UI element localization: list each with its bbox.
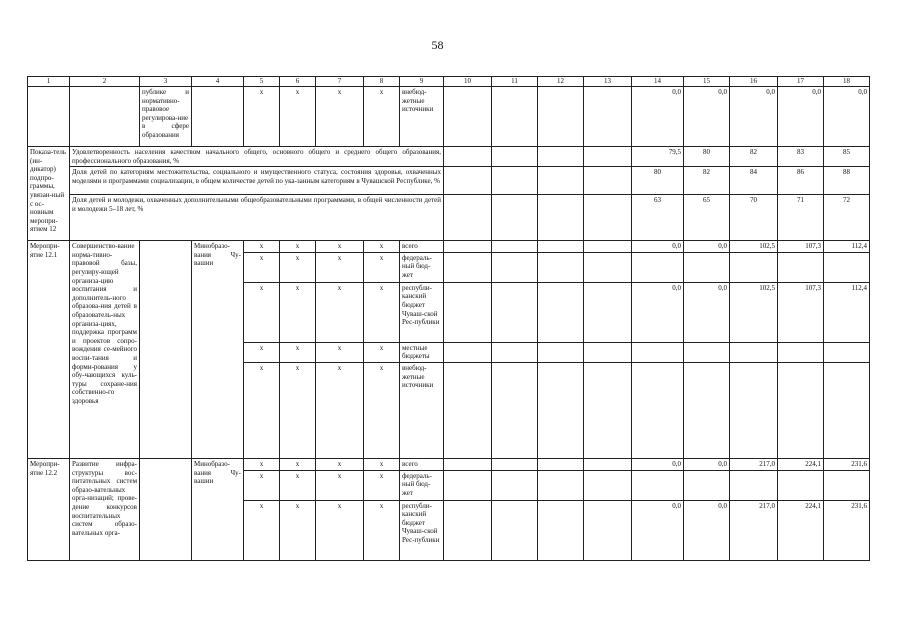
value-cell: 231,6 [824, 458, 870, 470]
empty-cell [492, 167, 538, 195]
value-cell: 72 [824, 195, 870, 241]
value-cell: 102,5 [730, 241, 778, 253]
empty-cell [584, 470, 632, 500]
value-cell: 217,0 [730, 500, 778, 560]
empty-cell [538, 458, 584, 470]
value-cell: 0,0 [632, 241, 684, 253]
value-cell [824, 342, 870, 362]
x-cell: x [244, 470, 280, 500]
header-cell: 11 [492, 77, 538, 87]
measure-label-cell: Меропри-ятие 12.1 [28, 241, 70, 459]
header-cell: 12 [538, 77, 584, 87]
value-cell: 82 [730, 147, 778, 167]
value-cell [684, 342, 730, 362]
indicator-text: Удовлетворенность населения качеством начального общего, основного общего и среднего общего образования, профессионального образования, % [70, 147, 444, 167]
value-cell [824, 362, 870, 458]
empty-cell [538, 342, 584, 362]
value-cell: 0,0 [684, 458, 730, 470]
value-cell [824, 252, 870, 282]
empty-cell [140, 241, 192, 459]
value-cell [684, 470, 730, 500]
empty-cell [538, 167, 584, 195]
value-cell: 112,4 [824, 241, 870, 253]
value-cell: 0,0 [730, 87, 778, 147]
x-cell: x [244, 500, 280, 560]
x-cell: x [280, 252, 316, 282]
funding-source-cell: федераль-ный бюд-жет [400, 470, 444, 500]
x-cell: x [244, 252, 280, 282]
x-cell: x [280, 282, 316, 342]
value-cell: 86 [778, 167, 824, 195]
empty-cell [584, 458, 632, 470]
header-cell: 9 [400, 77, 444, 87]
empty-cell [584, 342, 632, 362]
measure-name-cell: Развитие инфра-структуры вос-питательных систем образо-вательных орга-низаций; прове-дение конкурсов воспитательных систем образо-вательных орга- [70, 458, 140, 560]
empty-cell [538, 147, 584, 167]
x-cell: x [364, 282, 400, 342]
empty-cell [444, 87, 492, 147]
value-cell [632, 342, 684, 362]
funding-source-cell: всего [400, 241, 444, 253]
header-cell: 13 [584, 77, 632, 87]
x-cell: x [316, 342, 364, 362]
x-cell: x [244, 87, 280, 147]
value-cell: 0,0 [632, 500, 684, 560]
x-cell: x [364, 500, 400, 560]
x-cell: x [364, 458, 400, 470]
funding-source-cell: республи-канский бюджет Чуваш-ской Рес-публики [400, 500, 444, 560]
empty-cell [492, 87, 538, 147]
x-cell: x [280, 458, 316, 470]
value-cell: 0,0 [824, 87, 870, 147]
funding-source-cell: внебюд-жетные источники [400, 87, 444, 147]
value-cell: 231,6 [824, 500, 870, 560]
empty-cell [444, 195, 492, 241]
empty-cell [538, 252, 584, 282]
x-cell: x [364, 87, 400, 147]
x-cell: x [316, 362, 364, 458]
empty-cell [444, 282, 492, 342]
empty-cell [584, 252, 632, 282]
value-cell [730, 470, 778, 500]
header-cell: 2 [70, 77, 140, 87]
empty-cell [538, 500, 584, 560]
x-cell: x [280, 342, 316, 362]
empty-cell [492, 458, 538, 470]
value-cell: 0,0 [684, 241, 730, 253]
value-cell [632, 362, 684, 458]
table-row [28, 241, 870, 253]
value-cell [730, 252, 778, 282]
x-cell: x [280, 87, 316, 147]
measure-name-cell: публике и нормативно-правовое регулирова-ние в сфере образования [140, 87, 192, 147]
header-cell: 14 [632, 77, 684, 87]
x-cell: x [316, 87, 364, 147]
empty-cell [70, 87, 140, 147]
measure-label-cell: Меропри-ятие 12.2 [28, 458, 70, 560]
value-cell: 0,0 [684, 500, 730, 560]
value-cell: 0,0 [632, 282, 684, 342]
table-row [28, 87, 870, 147]
indicator-row [28, 167, 870, 195]
empty-cell [444, 342, 492, 362]
x-cell: x [280, 500, 316, 560]
x-cell: x [316, 252, 364, 282]
empty-cell [584, 167, 632, 195]
x-cell: x [280, 241, 316, 253]
empty-cell [444, 147, 492, 167]
header-cell: 5 [244, 77, 280, 87]
value-cell: 107,3 [778, 282, 824, 342]
table-row [28, 458, 870, 470]
value-cell: 88 [824, 167, 870, 195]
value-cell: 0,0 [778, 87, 824, 147]
x-cell: x [244, 342, 280, 362]
funding-source-cell: местные бюджеты [400, 342, 444, 362]
header-cell: 3 [140, 77, 192, 87]
x-cell: x [316, 282, 364, 342]
empty-cell [538, 241, 584, 253]
value-cell [778, 362, 824, 458]
value-cell [730, 342, 778, 362]
value-cell [632, 470, 684, 500]
value-cell: 83 [778, 147, 824, 167]
value-cell: 80 [684, 147, 730, 167]
empty-cell [444, 167, 492, 195]
empty-cell [584, 282, 632, 342]
header-cell: 1 [28, 77, 70, 87]
empty-cell [444, 241, 492, 253]
value-cell: 82 [684, 167, 730, 195]
empty-cell [584, 500, 632, 560]
page-number: 58 [431, 38, 444, 52]
header-cell: 7 [316, 77, 364, 87]
x-cell: x [364, 342, 400, 362]
executor-cell: Минобразо-вания Чу-вашии [192, 241, 244, 459]
empty-cell [538, 362, 584, 458]
value-cell: 112,4 [824, 282, 870, 342]
x-cell: x [244, 362, 280, 458]
empty-cell [492, 470, 538, 500]
header-cell: 6 [280, 77, 316, 87]
empty-cell [584, 241, 632, 253]
indicator-row [28, 195, 870, 241]
indicator-label-cell: Показа-тель (ин-дикатор) подпро-граммы, увязан-ный с ос-новным меропри-ятием 12 [28, 147, 70, 241]
empty-cell [584, 195, 632, 241]
empty-cell [492, 362, 538, 458]
empty-cell [444, 252, 492, 282]
empty-cell [192, 87, 244, 147]
value-cell: 85 [824, 147, 870, 167]
empty-cell [538, 195, 584, 241]
x-cell: x [316, 500, 364, 560]
empty-cell [492, 195, 538, 241]
value-cell: 84 [730, 167, 778, 195]
indicator-row [28, 147, 870, 167]
indicator-text: Доля детей по категориям местожительства, социального и имущественного статуса, состояния здоровья, охваченных моделями и программами социализации, в общем количестве детей по ука-занным категориям в Чувашской Республике, % [70, 167, 444, 195]
header-row [28, 77, 870, 87]
x-cell: x [316, 458, 364, 470]
empty-cell [444, 470, 492, 500]
x-cell: x [364, 362, 400, 458]
empty-cell [538, 282, 584, 342]
value-cell [730, 362, 778, 458]
executor-cell: Минобразо-вания Чу-вашии [192, 458, 244, 560]
empty-cell [492, 241, 538, 253]
funding-source-cell: федераль-ный бюд-жет [400, 252, 444, 282]
value-cell [778, 252, 824, 282]
empty-cell [492, 342, 538, 362]
x-cell: x [280, 362, 316, 458]
funding-source-cell: республи-канский бюджет Чуваш-ской Рес-публики [400, 282, 444, 342]
empty-cell [140, 458, 192, 560]
budget-table [27, 76, 870, 561]
value-cell: 63 [632, 195, 684, 241]
value-cell: 102,5 [730, 282, 778, 342]
header-cell: 8 [364, 77, 400, 87]
value-cell: 107,3 [778, 241, 824, 253]
value-cell [778, 470, 824, 500]
value-cell: 70 [730, 195, 778, 241]
value-cell: 217,0 [730, 458, 778, 470]
empty-cell [584, 147, 632, 167]
header-cell: 16 [730, 77, 778, 87]
x-cell: x [244, 282, 280, 342]
value-cell: 65 [684, 195, 730, 241]
x-cell: x [244, 458, 280, 470]
empty-cell [584, 87, 632, 147]
funding-source-cell: всего [400, 458, 444, 470]
empty-cell [444, 362, 492, 458]
header-cell: 4 [192, 77, 244, 87]
empty-cell [538, 87, 584, 147]
value-cell: 224,1 [778, 500, 824, 560]
x-cell: x [316, 241, 364, 253]
header-cell: 17 [778, 77, 824, 87]
empty-cell [492, 500, 538, 560]
x-cell: x [364, 470, 400, 500]
empty-cell [584, 362, 632, 458]
value-cell: 79,5 [632, 147, 684, 167]
value-cell [824, 470, 870, 500]
value-cell: 224,1 [778, 458, 824, 470]
empty-cell [538, 470, 584, 500]
header-cell: 18 [824, 77, 870, 87]
x-cell: x [244, 241, 280, 253]
empty-cell [28, 87, 70, 147]
value-cell [684, 252, 730, 282]
header-cell: 10 [444, 77, 492, 87]
empty-cell [444, 500, 492, 560]
funding-source-cell: внебюд-жетные источники [400, 362, 444, 458]
x-cell: x [316, 470, 364, 500]
value-cell [778, 342, 824, 362]
header-cell: 15 [684, 77, 730, 87]
value-cell: 0,0 [632, 87, 684, 147]
indicator-text: Доля детей и молодежи, охваченных дополнительными общеобразовательными программами, в общей численности детей и молодежи 5–18 лет, % [70, 195, 444, 241]
value-cell: 0,0 [632, 458, 684, 470]
x-cell: x [364, 252, 400, 282]
value-cell: 71 [778, 195, 824, 241]
x-cell: x [280, 470, 316, 500]
empty-cell [492, 282, 538, 342]
value-cell: 0,0 [684, 282, 730, 342]
value-cell: 0,0 [684, 87, 730, 147]
value-cell [684, 362, 730, 458]
empty-cell [492, 252, 538, 282]
empty-cell [444, 458, 492, 470]
empty-cell [492, 147, 538, 167]
x-cell: x [364, 241, 400, 253]
value-cell: 80 [632, 167, 684, 195]
measure-name-cell: Совершенство-вание норма-тивно-правовой базы, регулиру-ющей организа-цию воспитания и дополнитель-ного образова-ния детей в образователь-ных организа-циях, поддержка программ и проектов сопро-вождения се-мейного воспи-тания и форми-рования у обу-чающихся куль-туры сохране-ния собственно-го здоровья [70, 241, 140, 459]
value-cell [632, 252, 684, 282]
